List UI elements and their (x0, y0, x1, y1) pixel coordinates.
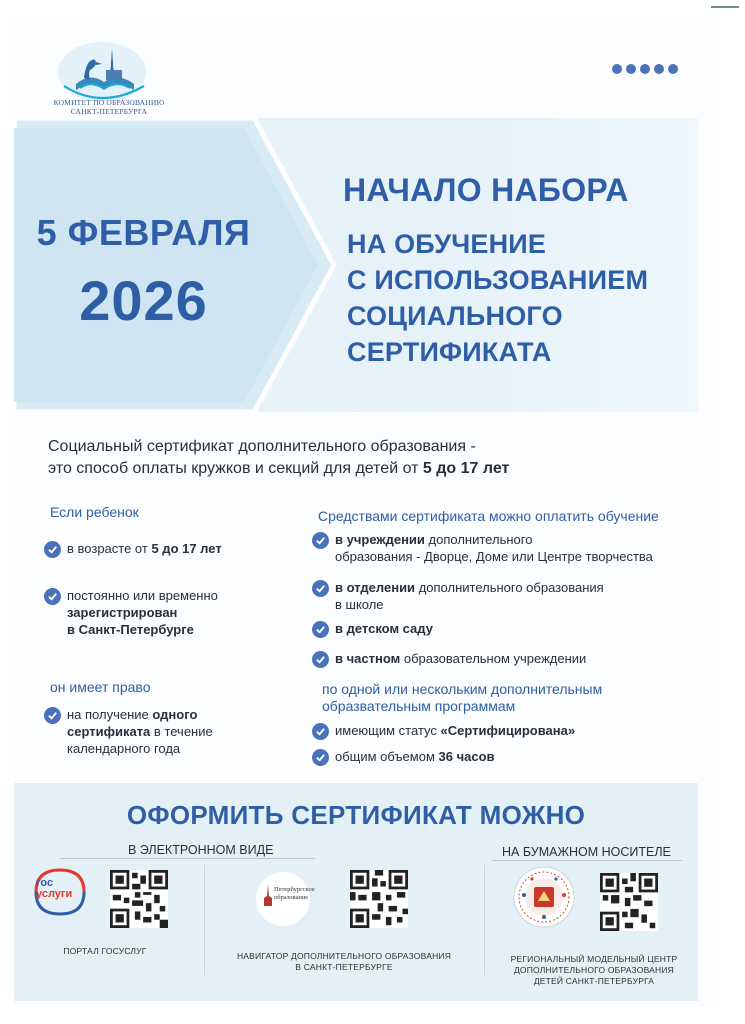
pagination-dots (612, 64, 678, 74)
check-icon (312, 532, 329, 549)
dot-icon (654, 64, 664, 74)
right-heading-programs: по одной или нескольким дополнительным образвательным программам (322, 681, 603, 714)
list-item: постоянно или временно зарегистрирован в Санкт-Петербурге (44, 587, 284, 638)
dot-icon (626, 64, 636, 74)
divider (492, 860, 682, 861)
intro-paragraph: Социальный сертификат дополнительного образования - это способ оплаты кружков и секций для детей от 5 до 17 лет (48, 438, 510, 477)
check-icon (312, 621, 329, 638)
qr-code-navigator-icon (350, 870, 408, 928)
check-icon (312, 749, 329, 766)
regional-center-seal-icon (512, 865, 576, 929)
scan-edge-mark (711, 6, 739, 8)
list-item: в отделении дополнительного образования в школе (312, 579, 692, 613)
list-item: в возрасте от 5 до 17 лет (44, 540, 284, 558)
qr-code-regional-center-icon (600, 873, 658, 931)
caption-navigator: НАВИГАТОР ДОПОЛНИТЕЛЬНОГО ОБРАЗОВАНИЯ В САНКТ-ПЕТЕРБУРГЕ (236, 951, 452, 972)
left-heading-child: Если ребенок (50, 504, 139, 520)
check-icon (44, 707, 61, 724)
hero-date: 5 ФЕВРАЛЯ (36, 212, 251, 253)
caption-regional-center: РЕГИОНАЛЬНЫЙ МОДЕЛЬНЫЙ ЦЕНТР ДОПОЛНИТЕЛЬНОГО ОБРАЗОВАНИЯ ДЕТЕЙ САНКТ-ПЕТЕРБУРГА (510, 954, 678, 986)
gosuslugi-logo-text: гос услуги (36, 877, 73, 900)
logo-caption: КОМИТЕТ ПО ОБРАЗОВАНИЮ САНКТ-ПЕТЕРБУРГА (53, 98, 165, 116)
spire-icon (263, 884, 273, 906)
hero-title: НАЧАЛО НАБОРА (343, 172, 629, 208)
check-icon (44, 541, 61, 558)
bottom-title: ОФОРМИТЬ СЕРТИФИКАТ МОЖНО (126, 800, 586, 830)
divider (60, 858, 315, 859)
paper-label: НА БУМАЖНОМ НОСИТЕЛЕ (502, 845, 671, 859)
check-icon (44, 588, 61, 605)
dot-icon (612, 64, 622, 74)
list-item: имеющим статус «Сертифицирована» (312, 722, 692, 740)
dot-icon (668, 64, 678, 74)
navigator-logo-text: Петербургское образование (274, 886, 315, 901)
check-icon (312, 651, 329, 668)
caption-gosuslugi: ПОРТАЛ ГОСУСЛУГ (63, 946, 147, 956)
electronic-label: В ЭЛЕКТРОННОМ ВИДЕ (128, 843, 274, 857)
hero-year: 2026 (79, 269, 208, 332)
list-item: в учреждении дополнительного образования - Дворце, Доме или Центре творчества (312, 531, 692, 565)
list-item: в детском саду (312, 620, 692, 638)
list-item: общим объемом 36 часов (312, 748, 692, 766)
check-icon (312, 723, 329, 740)
right-heading-payment: Средствами сертификата можно оплатить обучение (318, 508, 659, 524)
dot-icon (640, 64, 650, 74)
check-icon (312, 580, 329, 597)
qr-code-gosuslugi-icon (110, 870, 168, 928)
list-item: на получение одного сертификата в течение календарного года (44, 706, 284, 757)
hero-arrow-shape (14, 118, 354, 412)
list-item: в частном образовательном учреждении (312, 650, 692, 668)
left-heading-right: он имеет право (50, 679, 151, 695)
hero-subtitle: НА ОБУЧЕНИЕ С ИСПОЛЬЗОВАНИЕМ СОЦИАЛЬНОГО СЕРТИФИКАТА (347, 229, 649, 367)
divider (204, 865, 205, 975)
divider (484, 865, 485, 975)
